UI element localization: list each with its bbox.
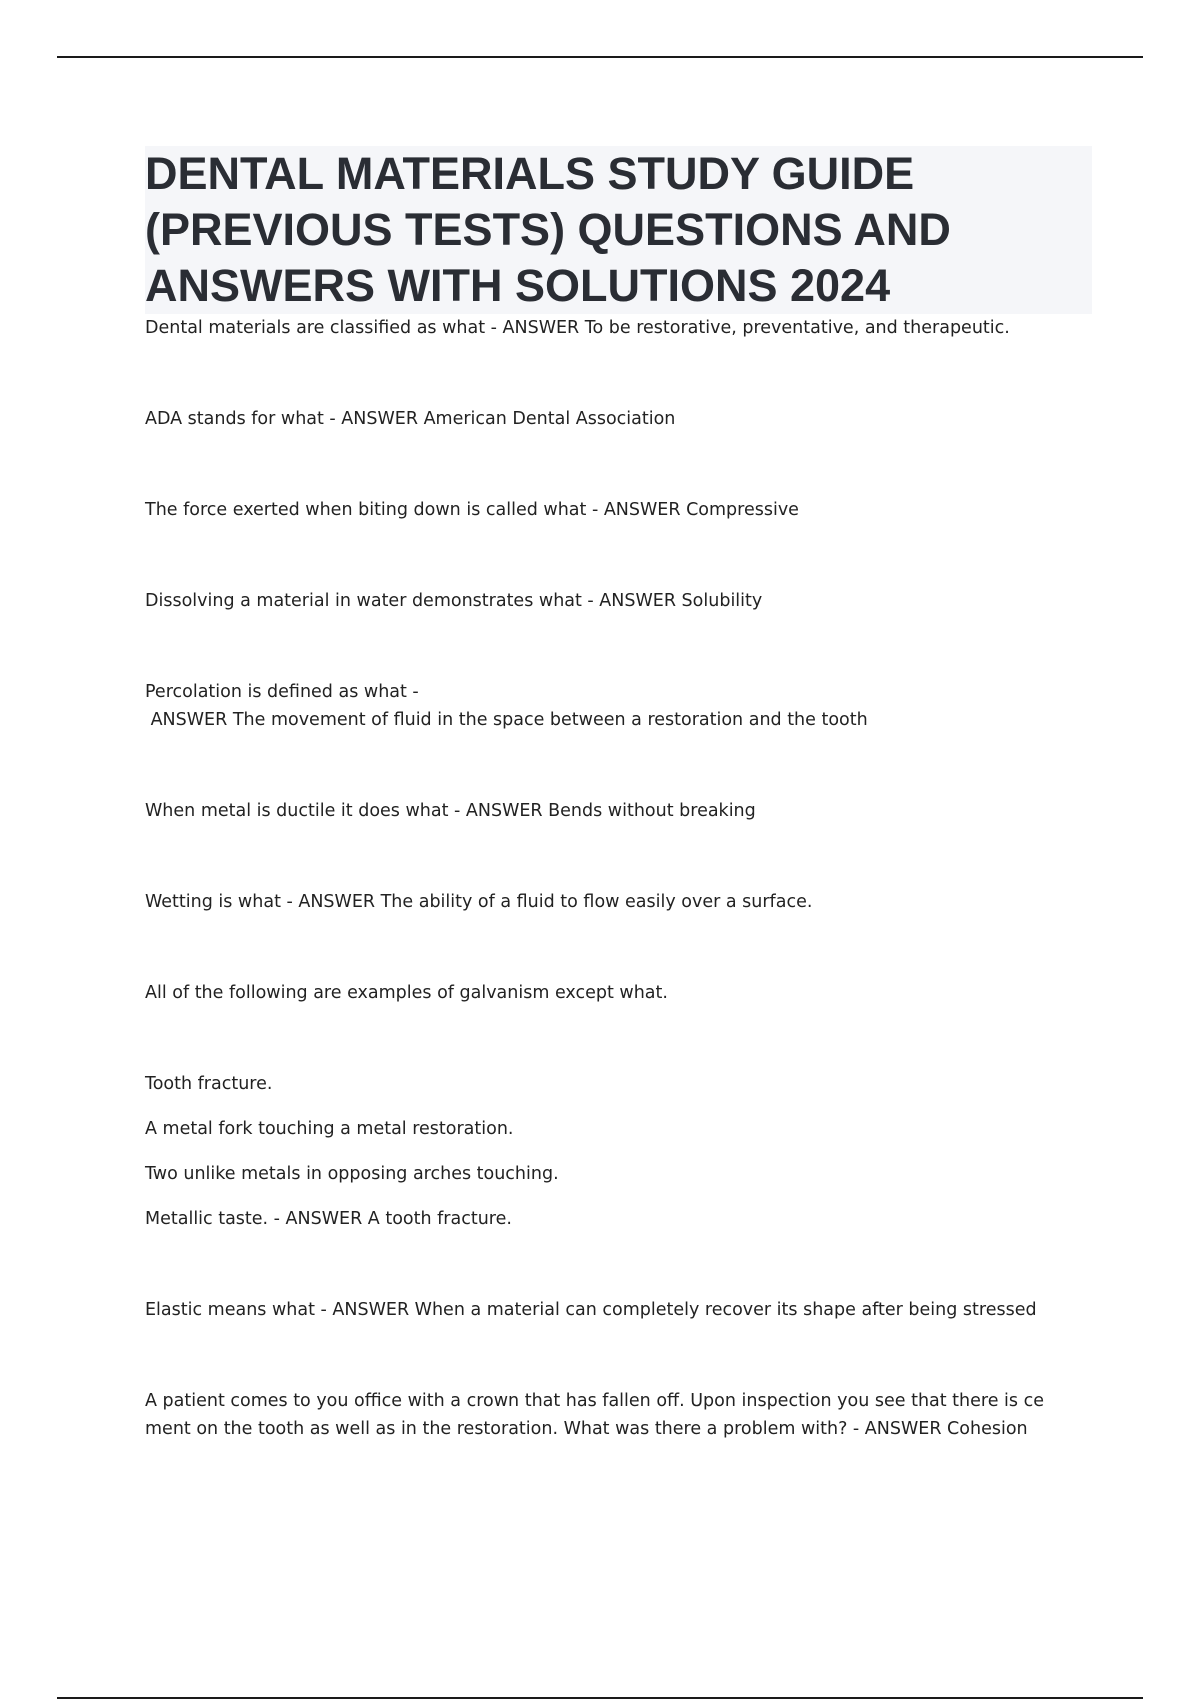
qa-item: When metal is ductile it does what - ANSWER Bends without breaking [145,801,756,821]
qa-item: The force exerted when biting down is called what - ANSWER Compressive [145,500,799,520]
qa-option: Two unlike metals in opposing arches touching. [145,1164,559,1184]
qa-option: A metal fork touching a metal restoration. [145,1119,514,1139]
qa-item: Wetting is what - ANSWER The ability of a fluid to flow easily over a surface. [145,892,813,912]
document-body [145,146,1095,1443]
qa-option: Metallic taste. - ANSWER A tooth fracture. [145,1209,512,1229]
footer-rule [57,1697,1143,1699]
document-title: DENTAL MATERIALS STUDY GUIDE (PREVIOUS TESTS) QUESTIONS AND ANSWERS WITH SOLUTIONS 2024 [145,148,951,311]
title-block [145,146,1092,314]
header-rule [57,56,1143,58]
qa-item: ADA stands for what - ANSWER American Dental Association [145,409,676,429]
qa-item: Dental materials are classified as what - ANSWER To be restorative, preventative, and therapeutic. [145,318,1010,338]
qa-item: All of the following are examples of galvanism except what. [145,983,668,1003]
qa-option: Tooth fracture. [145,1074,273,1094]
qa-item: A patient comes to you office with a crown that has fallen off. Upon inspection you see that there is ce ment on the tooth as well as in the restoration. What was there a problem with? - ANSWER Cohesion [145,1391,1044,1439]
qa-item: Elastic means what - ANSWER When a material can completely recover its shape after being stressed [145,1300,1037,1320]
qa-item: Percolation is defined as what - ANSWER The movement of fluid in the space between a restoration and the tooth [145,682,868,730]
qa-item: Dissolving a material in water demonstrates what - ANSWER Solubility [145,591,763,611]
